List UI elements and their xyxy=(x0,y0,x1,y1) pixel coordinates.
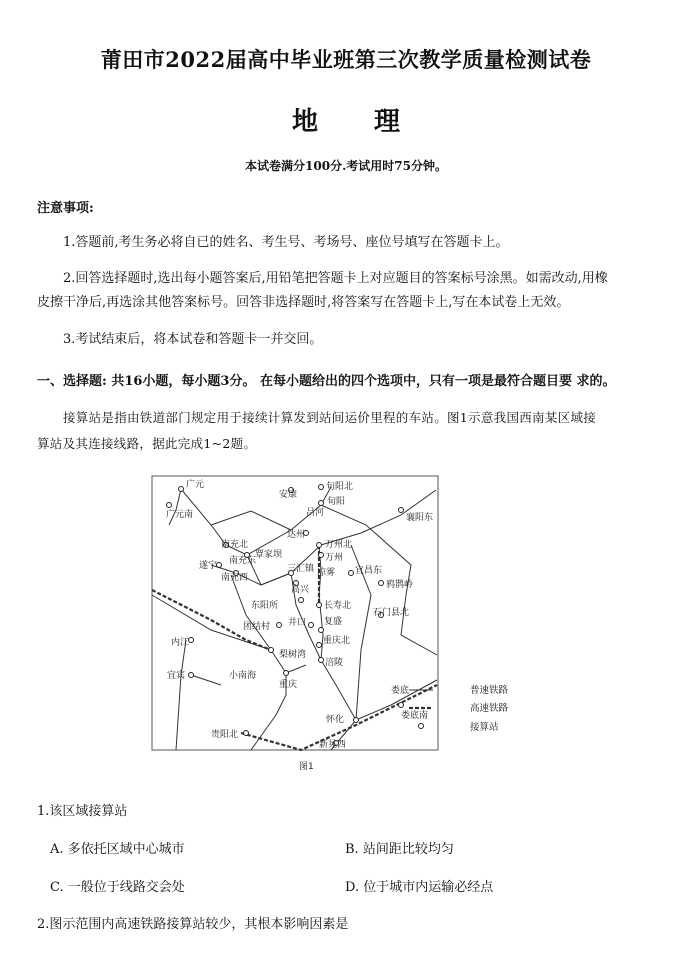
subject-char-2: 理 xyxy=(374,107,401,137)
map-label-huaihua: 怀化 xyxy=(326,715,345,725)
map-label-guangyuannan: 广元南 xyxy=(166,510,194,520)
map-label-fuling: 涪陵 xyxy=(325,658,344,668)
map-label-changshoubei: 长寿北 xyxy=(324,601,352,611)
map-label-liangwu: 凉雾 xyxy=(317,568,336,578)
question-1-option-a: A. 多依托区域中心城市 xyxy=(50,842,185,857)
map-label-tuanjiecun: 团结村 xyxy=(243,622,271,632)
map-label-gaoxing: 高兴 xyxy=(291,585,310,595)
map-label-sanhuizhen: 三汇镇 xyxy=(287,564,315,574)
map-label-lishuwan: 梨树湾 xyxy=(279,650,307,660)
notice-item-2-cont: 皮擦干净后,再选涂其他答案标号。回答非选择题时,将答案写在答题卡上,写在本试卷上无效。 xyxy=(37,295,570,310)
map-label-guiyangbei: 贵阳北 xyxy=(211,730,239,740)
subject-title xyxy=(0,101,692,138)
map-label-xunyangbei: 旬阳北 xyxy=(326,482,354,492)
exam-title: 莆田市2022届高中毕业班第三次教学质量检测试卷 xyxy=(100,47,592,72)
subject-char-1: 地 xyxy=(291,107,318,137)
notice-item-1: 1.答题前,考生务必将自已的姓名、考生号、考场号、座位号填写在答题卡上。 xyxy=(63,235,509,250)
map-label-ankang: 安康 xyxy=(279,490,298,500)
railway-map xyxy=(151,475,447,775)
question-2-stem: 2.图示范围内高速铁路接算站较少，其根本影响因素是 xyxy=(37,917,349,932)
map-label-neijiang: 内江 xyxy=(171,638,190,648)
map-label-xiangyangdong: 襄阳东 xyxy=(406,513,434,523)
map-label-shimenxianbei: 石门县北 xyxy=(373,608,410,618)
question-1-option-d: D. 位于城市内运输必经点 xyxy=(345,880,494,895)
notice-heading: 注意事项: xyxy=(37,201,94,216)
map-label-xinhuangxi: 新晃西 xyxy=(319,740,347,750)
question-1-option-b: B. 站间距比较均匀 xyxy=(345,842,454,857)
map-label-yaquelin: 鸦鹊岭 xyxy=(386,580,414,590)
map-label-loudi: 娄底 xyxy=(391,686,410,696)
question-1-option-c: C. 一般位于线路交会处 xyxy=(50,880,185,895)
map-label-yibin: 宜宾 xyxy=(167,671,186,681)
legend-high-speed: 高速铁路 xyxy=(470,703,509,714)
map-caption: 图1 xyxy=(299,762,314,772)
map-label-wanzhou: 万州 xyxy=(325,553,344,563)
question-1-stem: 1.该区域接算站 xyxy=(37,804,128,819)
score-line: 本试卷满分100分.考试用时75分钟。 xyxy=(245,159,447,173)
map-label-yichangdong: 宜昌东 xyxy=(355,566,383,576)
notice-item-3: 3.考试结束后，将本试卷和答题卡一并交回。 xyxy=(63,332,323,347)
map-label-loudinan: 娄底南 xyxy=(401,711,429,721)
map-label-wanzhoubei: 万州北 xyxy=(325,540,353,550)
question-intro xyxy=(37,405,657,457)
map-label-xiaonanhai: 小南海 xyxy=(229,671,257,681)
map-label-suining: 遂宁 xyxy=(199,561,218,571)
map-label-chongqingbei: 重庆北 xyxy=(323,636,351,646)
intro-line-2: 算站及其连接线路，据此完成1~2题。 xyxy=(37,436,257,451)
map-label-chongqing: 重庆 xyxy=(279,680,298,690)
map-label-qujiaba: 覃家坝 xyxy=(255,550,283,560)
map-label-jingkou: 井口 xyxy=(288,618,307,628)
map-label-guangyuan: 广元 xyxy=(186,480,205,490)
notice-item-2: 2.回答选择题时,选出每小题答案后,用铅笔把答题卡上对应题目的答案标号涂黑。如需改动,用橡 xyxy=(63,271,608,286)
intro-line-1: 接算站是指由铁道部门规定用于接续计算发到站间运价里程的车站。图1示意我国西南某区域接 xyxy=(63,410,597,425)
map-label-fusheng: 复盛 xyxy=(324,617,343,627)
map-label-nanchongdong: 南充东 xyxy=(229,556,257,566)
map-label-lvhe: 吕河 xyxy=(306,508,325,518)
map-label-xunyang: 旬阳 xyxy=(327,497,346,507)
map-label-dongyangsuo: 东阳所 xyxy=(251,601,279,611)
legend-normal: 普速铁路 xyxy=(470,685,509,696)
section-heading: 一、选择题: 共16小题，每小题3分。 在每小题给出的四个选项中，只有一项是最符合题目要 求的。 xyxy=(37,374,616,389)
legend-station: 接算站 xyxy=(470,722,499,733)
map-label-nanchongxi: 南充西 xyxy=(221,573,249,583)
map-label-nanchongbei: 南充北 xyxy=(221,540,249,550)
map-label-dazhou: 达州 xyxy=(287,530,306,540)
